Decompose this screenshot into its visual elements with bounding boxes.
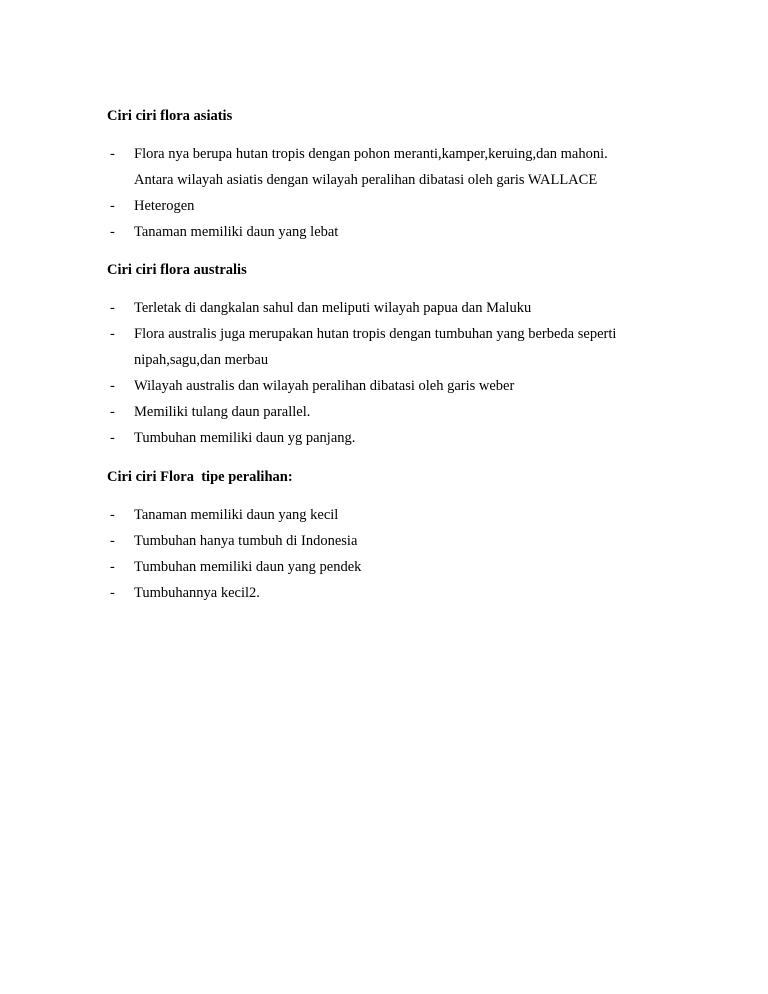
list-item-text: Tumbuhan memiliki daun yg panjang. (134, 430, 356, 446)
list-bullet: - (110, 224, 115, 240)
list-item (110, 141, 670, 193)
list-item (110, 193, 670, 219)
list-bullet: - (110, 326, 115, 342)
list-item-text: Tumbuhannya kecil2. (134, 585, 260, 601)
list-bullet: - (110, 404, 115, 420)
list-item-text: Flora australis juga merupakan hutan tropis dengan tumbuhan yang berbeda seperti nipah,sagu,dan merbau (134, 326, 617, 368)
list-item (110, 399, 670, 425)
list-item (110, 295, 670, 321)
list-bullet: - (110, 533, 115, 549)
list-item (110, 219, 670, 245)
list-item-text: Memiliki tulang daun parallel. (134, 404, 311, 420)
list-item (110, 580, 670, 606)
section-heading-australis: Ciri ciri flora australis (107, 262, 247, 278)
list-item (110, 528, 670, 554)
list-item-text: Tanaman memiliki daun yang lebat (134, 224, 339, 240)
list-item-text: Tanaman memiliki daun yang kecil (134, 507, 339, 523)
list-item-text: Terletak di dangkalan sahul dan meliputi wilayah papua dan Maluku (134, 300, 532, 316)
list-bullet: - (110, 585, 115, 601)
list-bullet: - (110, 198, 115, 214)
list-bullet: - (110, 300, 115, 316)
list-item-text: Heterogen (134, 198, 195, 214)
section-heading-peralihan: Ciri ciri Flora tipe peralihan: (107, 469, 293, 485)
list-item (110, 321, 670, 373)
list-bullet: - (110, 559, 115, 575)
list-item-text: Wilayah australis dan wilayah peralihan dibatasi oleh garis weber (134, 378, 515, 394)
list-item-text: Flora nya berupa hutan tropis dengan pohon meranti,kamper,keruing,dan mahoni. Antara wilayah asiatis dengan wilayah peralihan dibatasi oleh garis WALLACE (134, 146, 608, 188)
list-item (110, 554, 670, 580)
list-item-text: Tumbuhan memiliki daun yang pendek (134, 559, 362, 575)
list-bullet: - (110, 378, 115, 394)
list-item (110, 425, 670, 451)
list-bullet: - (110, 146, 115, 162)
list-item (110, 373, 670, 399)
list-bullet: - (110, 507, 115, 523)
list-bullet: - (110, 430, 115, 446)
section-heading-asiatis: Ciri ciri flora asiatis (107, 108, 233, 124)
list-item-text: Tumbuhan hanya tumbuh di Indonesia (134, 533, 358, 549)
list-item (110, 502, 670, 528)
